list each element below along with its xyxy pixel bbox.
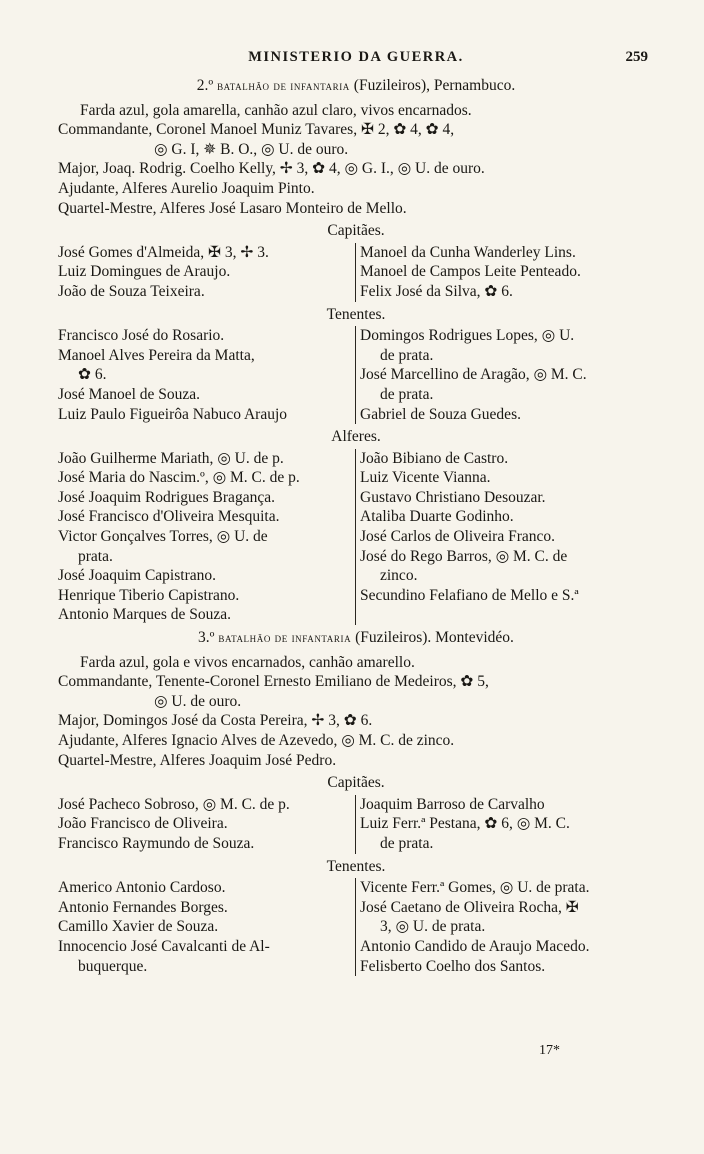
list-item: Felix José da Silva, ✿ 6.: [360, 282, 513, 300]
battalion-2-alferes-heading: Alferes.: [331, 428, 381, 446]
list-item: João Bibiano de Castro.: [360, 449, 509, 467]
list-item-continuation: de prata.: [380, 385, 434, 403]
list-item: João Francisco de Oliveira.: [58, 815, 228, 833]
battalion-3-major: Major, Domingos José da Costa Pereira, ✢ 3, ✿ 6.: [58, 712, 373, 730]
list-item: João Guilherme Mariath, ◎ U. de p.: [58, 449, 284, 467]
list-item: José Francisco d'Oliveira Mesquita.: [58, 508, 280, 526]
battalion-2-capitaes-list: [58, 243, 654, 302]
capitaes-left-column: [58, 795, 356, 854]
battalion-3-name: batalhão de infantaria: [218, 631, 352, 646]
capitaes-left-column: [58, 243, 356, 302]
tenentes-right-column: [356, 326, 654, 424]
list-item-continuation: 3, ◎ U. de prata.: [380, 918, 486, 936]
list-item-continuation: de prata.: [380, 834, 434, 852]
list-item: Innocencio José Cavalcanti de Al-: [58, 937, 270, 955]
running-title: MINISTERIO DA GUERRA.: [248, 49, 464, 65]
list-item: José Carlos de Oliveira Franco.: [360, 528, 555, 546]
battalion-2-major: Major, Joaq. Rodrig. Coelho Kelly, ✢ 3, ✿ 4, ◎ G. I., ◎ U. de ouro.: [58, 160, 485, 178]
signature-mark: 17*: [539, 1043, 560, 1058]
battalion-3-quartel-mestre: Quartel-Mestre, Alferes Joaquim José Pedro.: [58, 751, 337, 769]
battalion-2-ajudante: Ajudante, Alferes Aurelio Joaquim Pinto.: [58, 179, 315, 197]
list-item: José Caetano de Oliveira Rocha, ✠: [360, 898, 579, 916]
list-item: Ataliba Duarte Godinho.: [360, 508, 514, 526]
battalion-3-uniform: Farda azul, gola e vivos encarnados, canhão amarello.: [80, 653, 415, 671]
list-item: Manoel da Cunha Wanderley Lins.: [360, 243, 576, 261]
list-item: Luiz Vicente Vianna.: [360, 469, 491, 487]
list-item: Antonio Fernandes Borges.: [58, 898, 228, 916]
list-item: Francisco José do Rosario.: [58, 327, 225, 345]
list-item: Felisberto Coelho dos Santos.: [360, 957, 546, 975]
list-item: Manoel de Campos Leite Penteado.: [360, 263, 581, 281]
list-item: José Pacheco Sobroso, ◎ M. C. de p.: [58, 795, 290, 813]
list-item: José Maria do Nascim.º, ◎ M. C. de p.: [58, 469, 300, 487]
list-item-continuation: zinco.: [380, 567, 418, 585]
list-item: José Joaquim Rodrigues Bragança.: [58, 488, 275, 506]
battalion-2-capitaes-heading: Capitães.: [327, 222, 385, 240]
battalion-3-desc: (Fuzileiros). Montevidéo.: [355, 629, 514, 647]
list-item: João de Souza Teixeira.: [58, 282, 205, 300]
battalion-2-tenentes-heading: Tenentes.: [326, 305, 386, 323]
battalion-2-commander-cont: ◎ G. I, ✵ B. O., ◎ U. de ouro.: [154, 140, 349, 158]
alferes-left-column: [58, 449, 356, 625]
battalion-3-tenentes-list: [58, 878, 654, 976]
list-item: Camillo Xavier de Souza.: [58, 918, 219, 936]
list-item: Antonio Marques de Souza.: [58, 606, 232, 624]
list-item: Henrique Tiberio Capistrano.: [58, 586, 240, 604]
list-item: Gabriel de Souza Guedes.: [360, 405, 521, 423]
list-item-continuation: prata.: [78, 547, 113, 565]
list-item-continuation: de prata.: [380, 346, 434, 364]
battalion-3-ajudante: Ajudante, Alferes Ignacio Alves de Azevedo, ◎ M. C. de zinco.: [58, 732, 455, 749]
battalion-3-number: 3.º: [198, 629, 215, 647]
list-item: Antonio Candido de Araujo Macedo.: [360, 937, 590, 955]
capitaes-right-column: [356, 795, 654, 854]
battalion-2-name: batalhão de infantaria: [217, 79, 350, 93]
list-item: Americo Antonio Cardoso.: [58, 879, 226, 897]
battalion-3-capitaes-list: [58, 795, 654, 854]
list-item: Gustavo Christiano Desouzar.: [360, 488, 546, 506]
tenentes-right-column: [356, 878, 654, 976]
capitaes-right-column: [356, 243, 654, 302]
battalion-2-number: 2.º: [196, 77, 214, 94]
list-item: Joaquim Barroso de Carvalho: [360, 795, 545, 813]
list-item: José Marcellino de Aragão, ◎ M. C.: [360, 366, 587, 384]
battalion-3-title: [58, 628, 654, 649]
list-item: José do Rego Barros, ◎ M. C. de: [360, 547, 568, 565]
list-item: Luiz Paulo Figueirôa Nabuco Araujo: [58, 405, 288, 423]
tenentes-left-column: [58, 326, 356, 424]
list-item: Luiz Domingues de Araujo.: [58, 263, 231, 281]
list-item: Domingos Rodrigues Lopes, ◎ U.: [360, 327, 575, 345]
tenentes-left-column: [58, 878, 356, 976]
battalion-2-title: [58, 76, 654, 97]
battalion-3-capitaes-heading: Capitães.: [327, 774, 385, 792]
page-header: [58, 48, 654, 70]
battalion-2-quartel-mestre: Quartel-Mestre, Alferes José Lasaro Monteiro de Mello.: [58, 199, 407, 217]
list-item: José Joaquim Capistrano.: [58, 567, 216, 585]
list-item: José Gomes d'Almeida, ✠ 3, ✢ 3.: [58, 243, 269, 261]
battalion-2-tenentes-list: [58, 326, 654, 424]
battalion-2-desc: (Fuzileiros), Pernambuco.: [353, 77, 516, 94]
list-item: Luiz Ferr.ª Pestana, ✿ 6, ◎ M. C.: [360, 815, 570, 833]
page-number: 259: [625, 49, 648, 65]
list-item: José Manoel de Souza.: [58, 385, 201, 403]
battalion-3-commander-cont: ◎ U. de ouro.: [154, 692, 242, 710]
list-item: Vicente Ferr.ª Gomes, ◎ U. de prata.: [360, 879, 590, 897]
battalion-3-tenentes-heading: Tenentes.: [326, 857, 386, 875]
list-item: Secundino Felafiano de Mello e S.ª: [360, 586, 579, 604]
alferes-right-column: [356, 449, 654, 625]
list-item-continuation: buquerque.: [78, 957, 148, 975]
list-item-continuation: ✿ 6.: [78, 366, 107, 384]
list-item: Francisco Raymundo de Souza.: [58, 834, 255, 852]
battalion-2-section: [58, 76, 654, 625]
list-item: Victor Gonçalves Torres, ◎ U. de: [58, 528, 268, 546]
battalion-2-commander: Commandante, Coronel Manoel Muniz Tavares, ✠ 2, ✿ 4, ✿ 4,: [58, 121, 455, 139]
battalion-3-section: [58, 628, 654, 976]
battalion-2-alferes-list: [58, 449, 654, 625]
battalion-3-commander: Commandante, Tenente-Coronel Ernesto Emiliano de Medeiros, ✿ 5,: [58, 673, 489, 691]
list-item: Manoel Alves Pereira da Matta,: [58, 346, 255, 364]
battalion-2-uniform: Farda azul, gola amarella, canhão azul claro, vivos encarnados.: [80, 101, 472, 119]
